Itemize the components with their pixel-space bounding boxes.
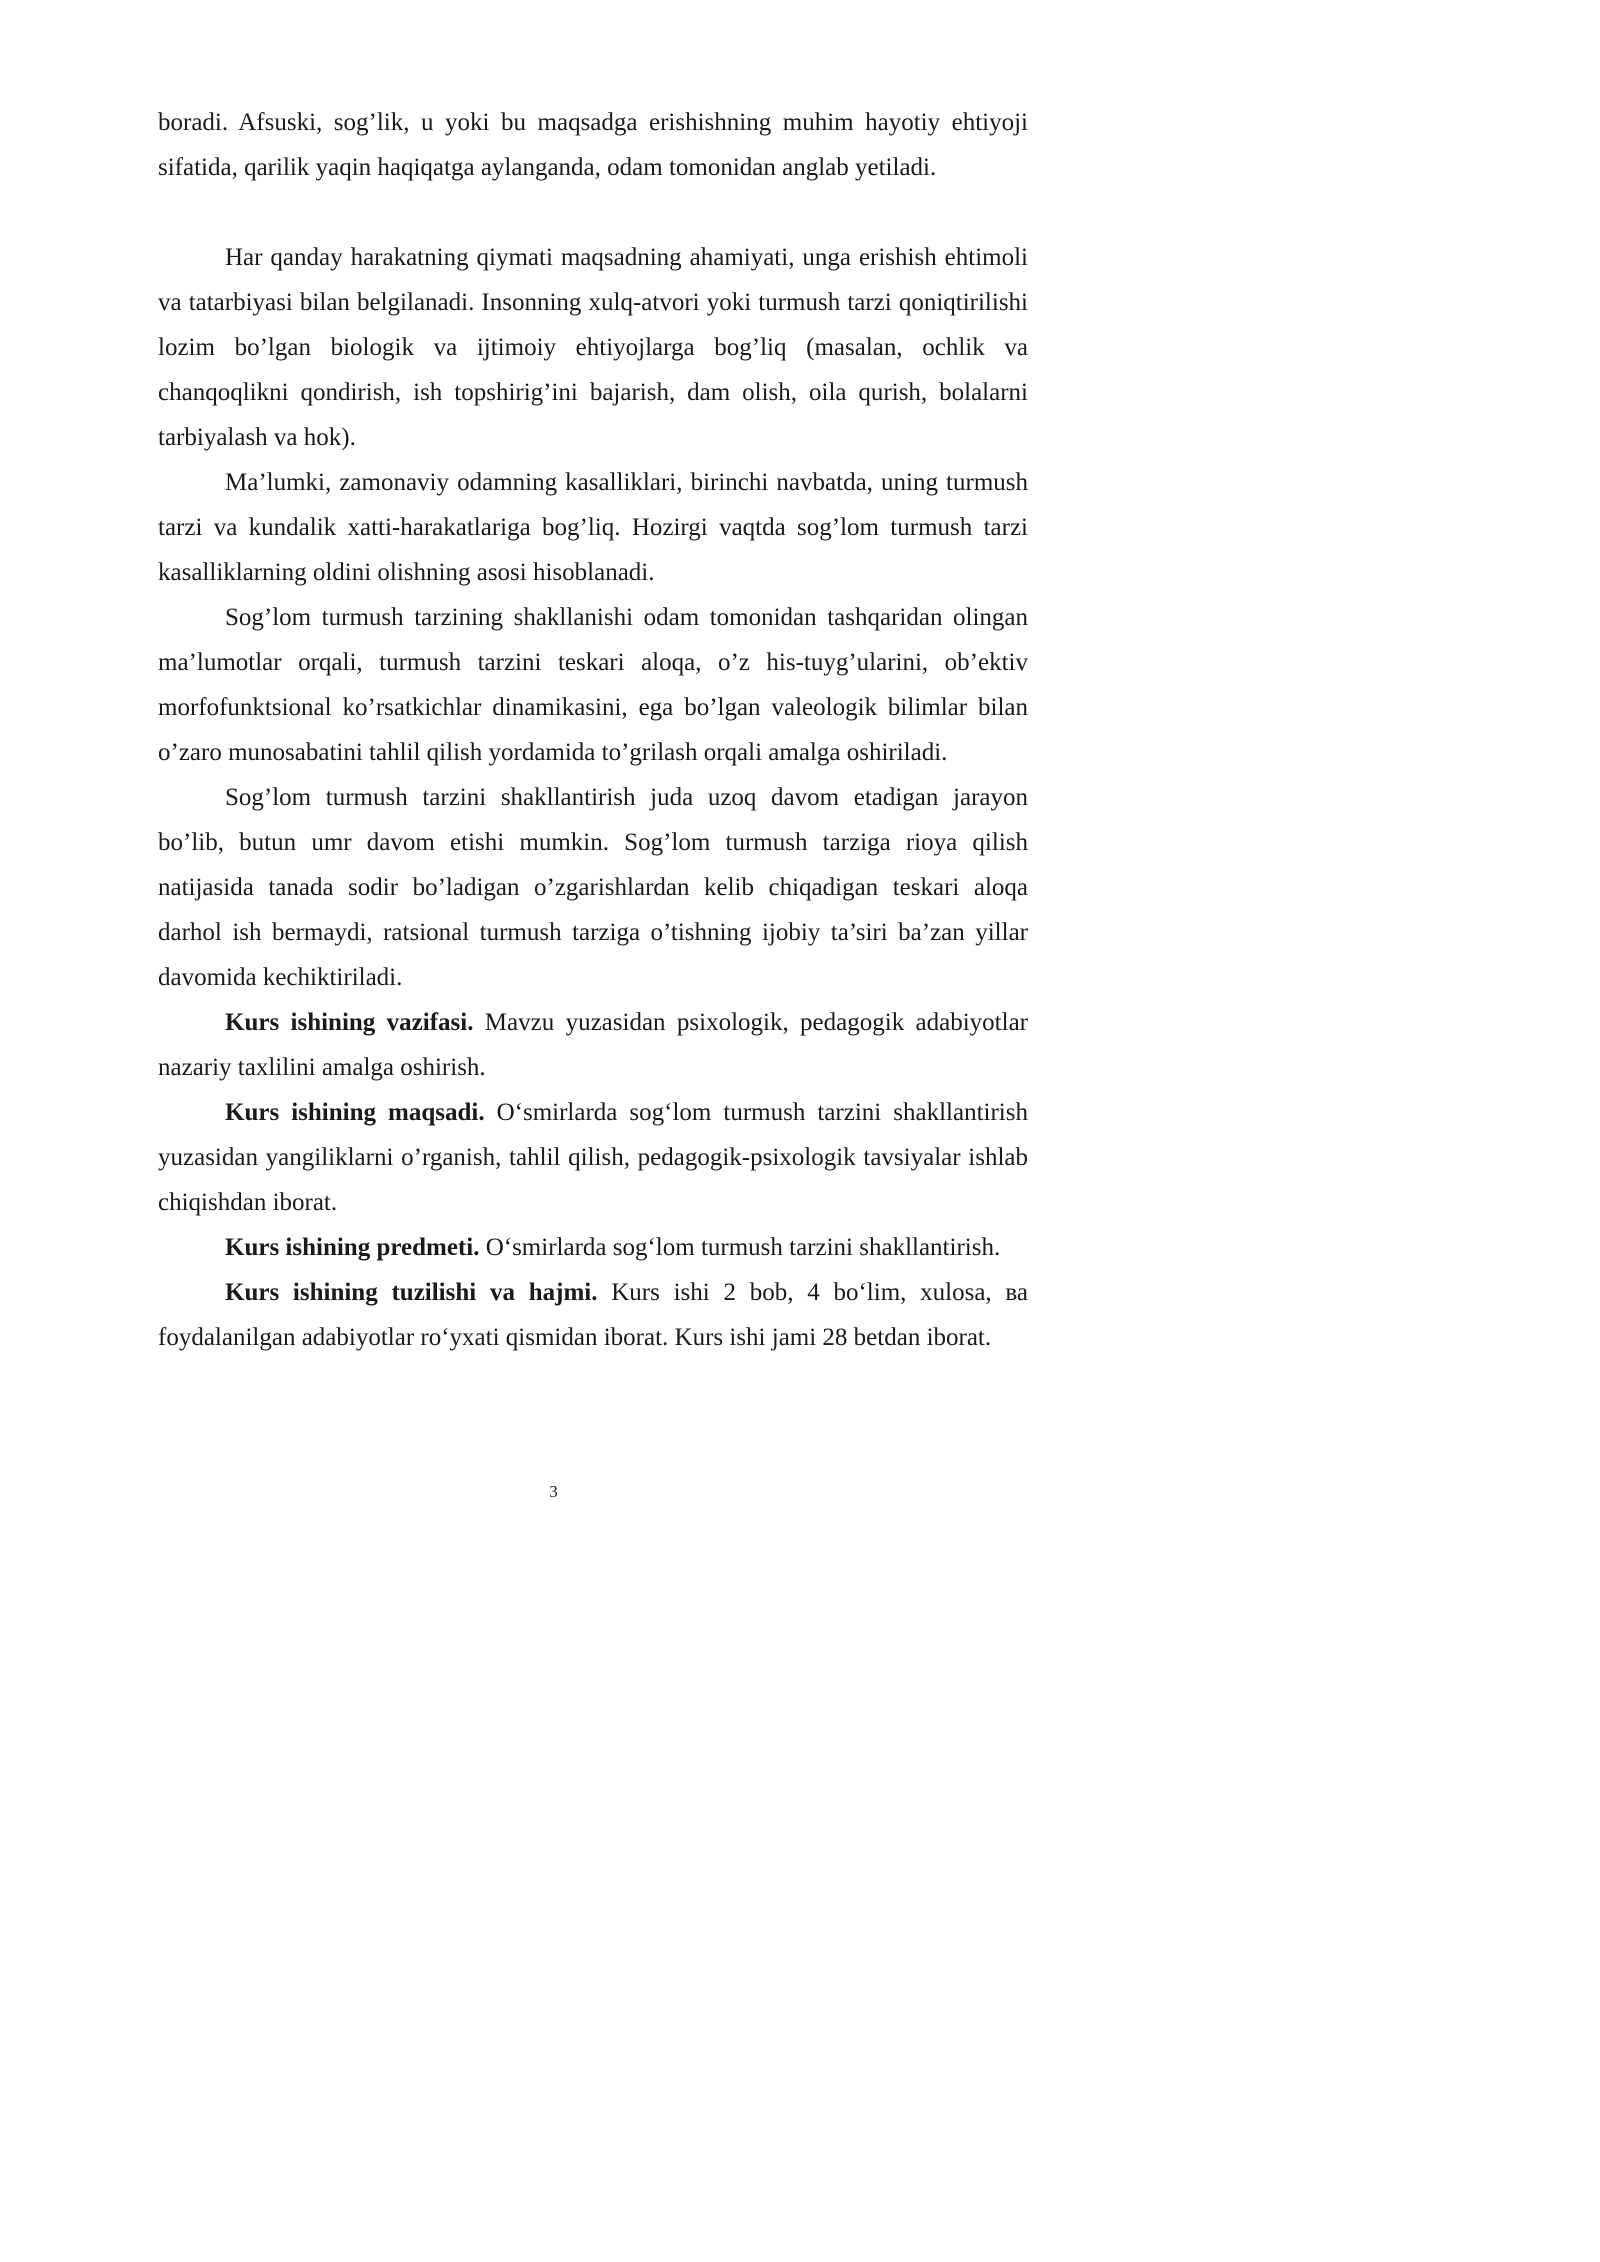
paragraph-text: Har qanday harakatning qiymati maqsadning ahamiyati, unga erishish ehtimoli va tatarbiyasi bilan belgilanadi. Insonning xulq-atvori yoki turmush tarzi qoniqtirilishi lozim bo’lgan biologik va ijtimoiy ehtiyojlarga bog’liq (masalan, ochlik va chanqoqlikni qondirish, ish topshirig’ini bajarish, dam olish, oila qurish, bolalarni tarbiyalash va hok).	[158, 244, 1028, 451]
paragraph-text: Mavzu yuzasidan psixologik, pedagogik adabiyotlar nazariy taxlilini amalga oshirish.	[158, 1009, 1028, 1081]
paragraph-heading: Kurs ishining predmeti.	[225, 1234, 480, 1261]
paragraph-continuation	[158, 100, 1028, 190]
paragraph-text: Sog’lom turmush tarzining shakllanishi odam tomonidan tashqaridan olingan ma’lumotlar orqali, turmush tarzini teskari aloqa, o’z his-tuyg’ularini, ob’ektiv morfofunktsional ko’rsatkichlar dinamikasini, ega bo’lgan valeologik bilimlar bilan o’zaro munosabatini tahlil qilish yordamida to’grilash orqali amalga oshiriladi.	[158, 604, 1028, 766]
paragraph-course-task	[158, 1000, 1028, 1090]
paragraph-lifestyle-process	[158, 775, 1028, 1000]
document-page	[0, 0, 1107, 1566]
paragraph-heading: Kurs ishining vazifasi.	[225, 1009, 474, 1036]
paragraph-lifestyle-formation	[158, 595, 1028, 775]
paragraph-course-structure	[158, 1270, 1028, 1360]
paragraph-text: Ma’lumki, zamonaviy odamning kasalliklari, birinchi navbatda, uning turmush tarzi va kundalik xatti-harakatlariga bog’liq. Hozirgi vaqtda sog’lom turmush tarzi kasalliklarning oldini olishning asosi hisoblanadi.	[158, 469, 1028, 586]
document-body	[158, 100, 1028, 1360]
paragraph-course-goal	[158, 1090, 1028, 1225]
paragraph-spacer	[158, 190, 1028, 235]
page-number: 3	[549, 1482, 558, 1501]
paragraph-course-subject	[158, 1225, 1028, 1270]
paragraph-action-value	[158, 235, 1028, 460]
paragraph-modern-diseases	[158, 460, 1028, 595]
paragraph-text: O‘smirlarda sog‘lom turmush tarzini shakllantirish yuzasidan yangiliklarni o’rganish, tahlil qilish, pedagogik-psixologik tavsiyalar ishlab chiqishdan iborat.	[158, 1099, 1028, 1216]
paragraph-text: Kurs ishi 2 bob, 4 bo‘lim, xulosa, ва foydalanilgan adabiyotlar ro‘yxati qismidan iborat. Kurs ishi jami 28 betdan iborat.	[158, 1279, 1028, 1351]
paragraph-heading: Kurs ishining maqsadi.	[225, 1099, 485, 1126]
paragraph-text: Sog’lom turmush tarzini shakllantirish juda uzoq davom etadigan jarayon bo’lib, butun umr davom etishi mumkin. Sog’lom turmush tarziga rioya qilish natijasida tanada sodir bo’ladigan o’zgarishlardan kelib chiqadigan teskari aloqa darhol ish bermaydi, ratsional turmush tarziga o’tishning ijobiy ta’siri ba’zan yillar davomida kechiktiriladi.	[158, 784, 1028, 991]
paragraph-heading: Kurs ishining tuzilishi va hajmi.	[225, 1279, 598, 1306]
paragraph-text: O‘smirlarda sog‘lom turmush tarzini shakllantirish.	[479, 1234, 1001, 1261]
paragraph-text: boradi. Afsuski, sog’lik, u yoki bu maqsadga erishishning muhim hayotiy ehtiyoji sifatida, qarilik yaqin haqiqatga aylanganda, odam tomonidan anglab yetiladi.	[158, 109, 1028, 181]
